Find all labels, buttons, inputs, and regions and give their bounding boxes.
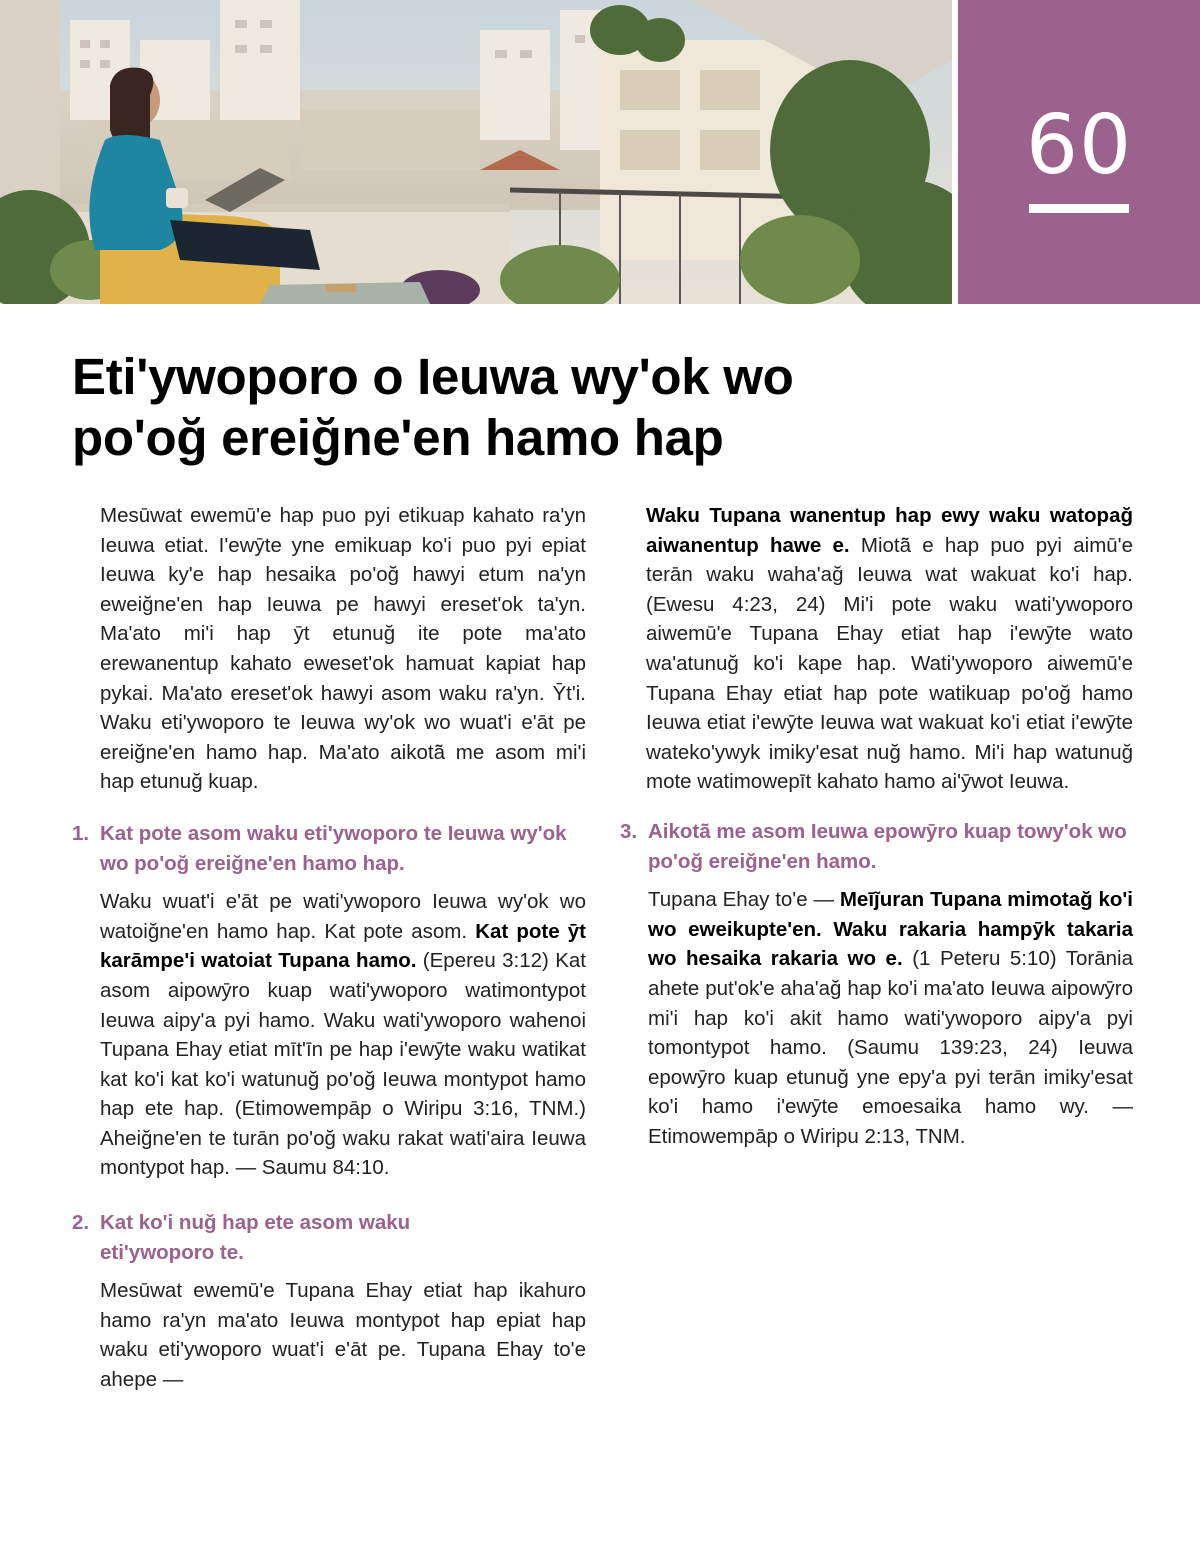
lesson-number-underline [1029, 204, 1129, 213]
section-2-text-bold: Waku Tupana wanentup hap ewy waku watopağ aiwanentup hawe e. [646, 504, 1133, 557]
section-2-heading-text: Kat ko'i nuğ hap ete asom waku eti'ywoporo te. [100, 1211, 411, 1264]
section-3-text-before: Tupana Ehay to'e — [648, 888, 840, 912]
section-1-number: 1. [72, 821, 90, 845]
right-column [620, 501, 1133, 1151]
lesson-number-badge [958, 0, 1200, 304]
section-3-heading [620, 817, 1133, 876]
page-title-line-2: po'oğ ereiğne'en hamo hap [72, 409, 724, 466]
header-photo [0, 0, 952, 304]
section-1-paragraph [100, 887, 586, 1183]
intro-paragraph: Mesūwat ewemū'e hap puo pyi etikuap kahato ra'yn Ieuwa etiat. I'ewȳte yne emikuap ko'i puo pyi epiat Ieuwa ky'e hap hesaika po'oğ hawyi etum na'yn eweiğne'en hap Ieuwa pe hawyi ereset'ok ta'yn. Ma'ato mi'i hap ȳt etunuğ ite pote ma'ato erewanentup kahato eweset'ok hamuat kapiat hap pykai. Ma'ato ereset'ok hawyi asom waku ra'yn. Ȳt'i. Waku eti'ywoporo te Ieuwa wy'ok wo wuat'i e'āt pe ereiğne'en hamo hap. Ma'ato aikotā̃ me asom mi'i hap etunuğ kuap. [100, 504, 586, 794]
section-1-text-before: Waku wuat'i e'āt pe wati'ywoporo Ieuwa wy'ok wo watoiğne'en hamo hap. Kat pote asom. [100, 890, 586, 943]
section-2-paragraph-part-1 [100, 1276, 586, 1394]
section-3-heading-text: Aikotā̃ me asom Ieuwa epowȳro kuap towy'ok wo po'oğ ereiğne'en hamo. [648, 819, 1127, 873]
section-2-text-before: Mesūwat ewemū'e Tupana Ehay etiat hap ikahuro hamo ra'yn ma'ato Ieuwa montypot hap epiat hap waku eti'ywoporo wuat'i e'āt pe. Tupana Ehay to'e ahepe — [100, 1279, 586, 1392]
section-3-number: 3. [620, 819, 638, 843]
lesson-number: 60 [1025, 98, 1133, 193]
section-3-text-after: (1 Peteru 5:10) Torānia ahete put'ok'e aha'ağ hap ko'i ma'ato Ieuwa aipowȳro mi'i hap ko'i akit hamo wati'ywoporo aipy'a pyi tomontypot hamo. (Saumu 139:23, 24) Ieuwa epowȳro kuap etunuğ yne epy'a pyi terān imiky'esat ko'i hamo i'ewȳte emoesaika hamo wy. — Etimowempāp o Wiripu 2:13, TNM. [648, 947, 1134, 1148]
section-1-heading [72, 819, 586, 878]
section-1-heading-text: Kat pote asom waku eti'ywoporo te Ieuwa wy'ok wo po'oğ ereiğne'en hamo hap. [100, 821, 567, 875]
section-2-text-after: Miotā̃ e hap puo pyi aimū'e terān waku waha'ağ Ieuwa wat wakuat ko'i hap. (Ewesu 4:23, 24) Mi'i pote waku wati'ywoporo aiwemū'e Tupana Ehay etiat hap i'ewȳte wato wa'atunuğ ko'i kape hap. Wati'ywoporo aiwemū'e Tupana Ehay etiat hap pote watikuap po'oğ hamo Ieuwa etiat i'ewȳte Ieuwa wat wakuat ko'i etiat i'ewȳte wateko'ywyk imiky'esat nuğ hamo. Mi'i hap watunuğ mote watimowepīt kahato hamo ai'ȳwot Ieuwa. [646, 533, 1133, 794]
balcony-city-illustration [0, 0, 952, 304]
section-2-heading [72, 1208, 586, 1267]
page-title [72, 346, 972, 468]
section-3-text-bold: Meīȷ̃uran Tupana mimotağ ko'i wo eweikupte'en. Waku rakaria hampȳk takaria wo hesaika rakaria wo e. [648, 888, 1133, 971]
left-column [72, 501, 586, 1395]
section-2-number: 2. [72, 1211, 90, 1235]
section-1-text-bold: Kat pote ȳt karāmpe'i watoiat Tupana hamo. [100, 919, 586, 973]
section-3-paragraph [648, 885, 1133, 1151]
section-1-text-after: (Epereu 3:12) Kat asom aipowȳro kuap wati'ywoporo watimontypot Ieuwa aipy'a pyi hamo. Waku wati'ywoporo wahenoi Tupana Ehay etiat mīt'īn pe hap i'ewȳte waku watikat kat ko'i kat ko'i watunuğ po'oğ Ieuwa montypot hamo hap ete hap. (Etimowempāp o Wiripu 3:16, TNM.) Aheiğne'en te turān po'oğ waku rakat wati'aira Ieuwa montypot hap. — Saumu 84:10. [100, 949, 586, 1180]
page-title-line-1: Eti'ywoporo o Ieuwa wy'ok wo [72, 348, 794, 405]
section-2-paragraph-part-2 [646, 501, 1133, 797]
